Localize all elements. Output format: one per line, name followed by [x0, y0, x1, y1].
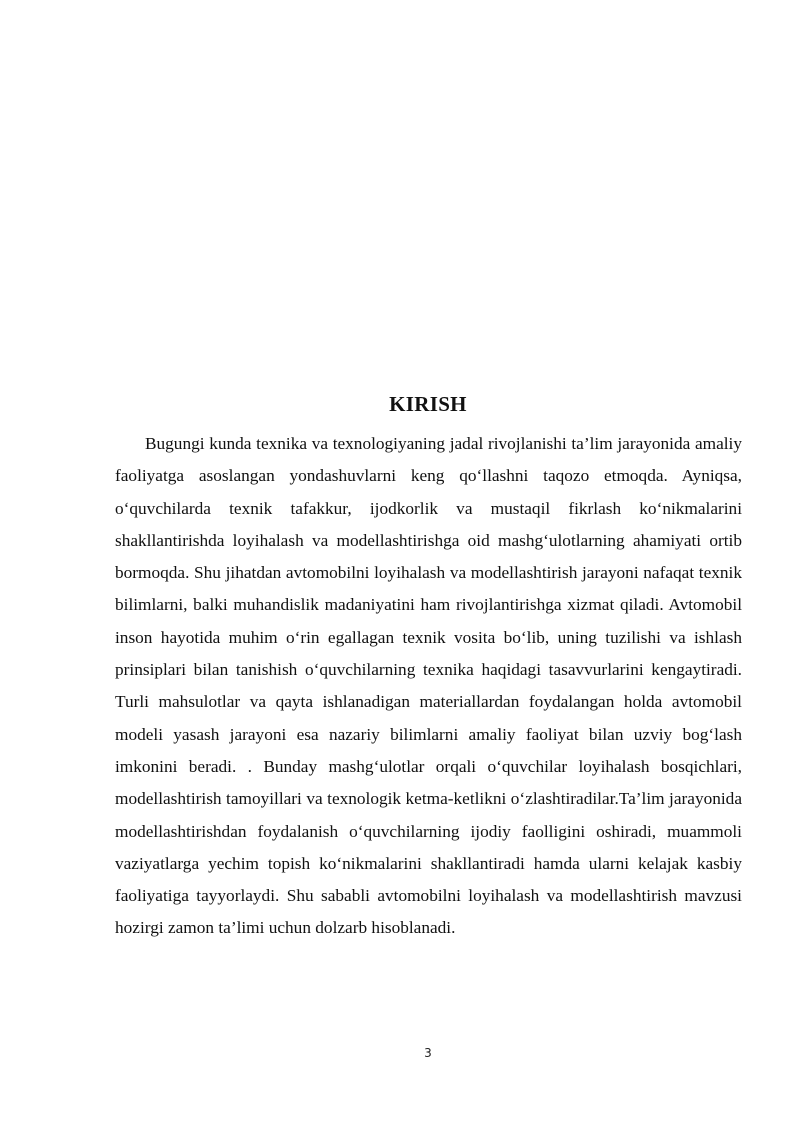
- page-number: 3: [424, 1046, 432, 1060]
- section-heading: KIRISH: [389, 392, 467, 416]
- intro-paragraph: Bugungi kunda texnika va texnologiyaning jadal rivojlanishi ta’lim jarayonida amaliy faoliyatga asoslangan yondashuvlarni keng qo‘llashni taqozo etmoqda. Ayniqsa, o‘quvchilarda texnik tafakkur, ijodkorlik va mustaqil fikrlash ko‘nikmalarini shakllantirishda loyihalash va modellashtirishga oid mashg‘ulotlarning ahamiyati ortib bormoqda. Shu jihatdan avtomobilni loyihalash va modellashtirish jarayoni nafaqat texnik bilimlarni, balki muhandislik madaniyatini ham rivojlantirishga xizmat qiladi. Avtomobil inson hayotida muhim o‘rin egallagan texnik vosita bo‘lib, uning tuzilishi va ishlash prinsiplari bilan tanishish o‘quvchilarning texnika haqidagi tasavvurlarini kengaytiradi. Turli mahsulotlar va qayta ishlanadigan materiallardan foydalangan holda avtomobil modeli yasash jarayoni esa nazariy bilimlarni amaliy faoliyat bilan uzviy bog‘lash imkonini beradi. . Bunday mashg‘ulotlar orqali o‘quvchilar loyihalash bosqichlari, modellashtirish tamoyillari va texnologik ketma-ketlikni o‘zlashtiradilar.Ta’lim jarayonida modellashtirishdan foydalanish o‘quvchilarning ijodiy faolligini oshiradi, muammoli vaziyatlarga yechim topish ko‘nikmalarini shakllantiradi hamda ularni kelajak kasbiy faoliyatiga tayyorlaydi. Shu sababli avtomobilni loyihalash va modellashtirish mavzusi hozirgi zamon ta’limi uchun dolzarb hisoblanadi.: [115, 434, 742, 938]
